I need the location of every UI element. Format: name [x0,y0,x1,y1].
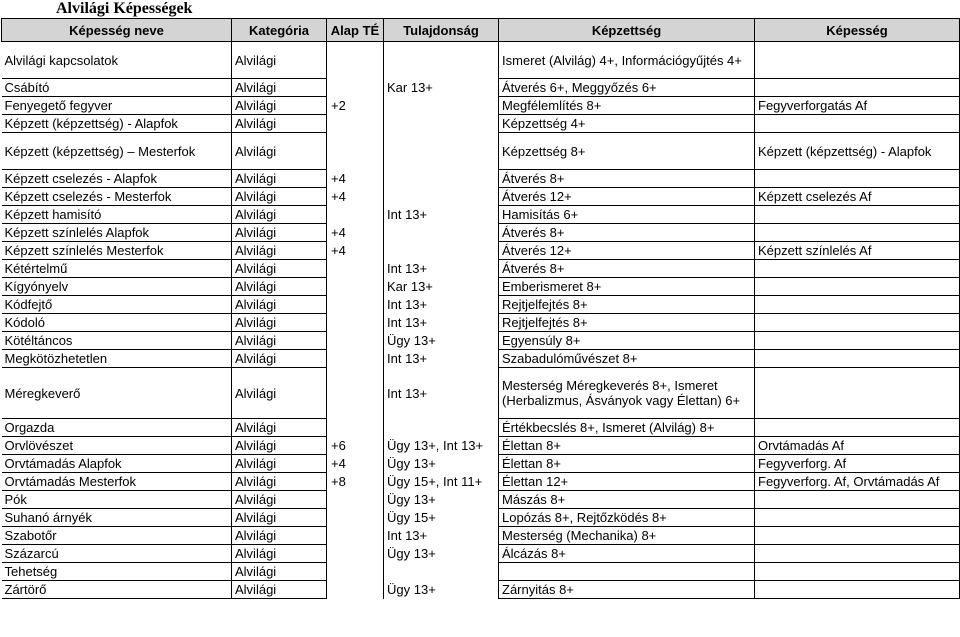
cell-attribute: Ügy 13+ [384,455,499,473]
cell-attribute: Int 13+ [384,260,499,278]
table-row [2,97,960,115]
cell-skill: Átverés 8+ [499,260,755,278]
cell-attribute: Int 13+ [384,368,499,419]
cell-attribute: Kar 13+ [384,278,499,296]
cell-category: Alvilági [232,563,327,581]
cell-category: Alvilági [232,545,327,563]
cell-category: Alvilági [232,79,327,97]
cell-skill: Rejtjelfejtés 8+ [499,296,755,314]
cell-attribute: Ügy 15+ [384,509,499,527]
cell-skill-name: Képzett cselezés - Mesterfok [2,188,232,206]
cell-skill-name: Százarcú [2,545,232,563]
cell-attribute [384,170,499,188]
cell-ability [755,563,960,581]
cell-ability [755,278,960,296]
cell-category: Alvilági [232,527,327,545]
cell-skill: Mesterség (Mechanika) 8+ [499,527,755,545]
cell-attribute: Ügy 15+, Int 11+ [384,473,499,491]
cell-skill: Álcázás 8+ [499,545,755,563]
cell-attribute: Ügy 13+ [384,545,499,563]
cell-category: Alvilági [232,368,327,419]
cell-base-te [327,133,384,170]
cell-skill-name: Kódfejtő [2,296,232,314]
cell-skill-name: Suhanó árnyék [2,509,232,527]
cell-base-te [327,260,384,278]
cell-category: Alvilági [232,170,327,188]
header-skill-name: Képesség neve [2,19,232,42]
cell-category: Alvilági [232,224,327,242]
cell-ability: Fegyverforg. Af [755,455,960,473]
cell-skill [499,563,755,581]
cell-ability: Fegyverforg. Af, Orvtámadás Af [755,473,960,491]
cell-skill: Zárnyitás 8+ [499,581,755,599]
header-skill: Képzettség [499,19,755,42]
cell-skill: Élettan 12+ [499,473,755,491]
table-row [2,188,960,206]
cell-ability [755,332,960,350]
table-row [2,115,960,133]
cell-category: Alvilági [232,206,327,224]
cell-base-te: +4 [327,170,384,188]
cell-skill: Mászás 8+ [499,491,755,509]
cell-attribute: Ügy 13+ [384,491,499,509]
cell-base-te: +2 [327,97,384,115]
cell-skill-name: Orvtámadás Mesterfok [2,473,232,491]
cell-skill-name: Képzett hamisító [2,206,232,224]
cell-attribute: Int 13+ [384,350,499,368]
table-row [2,455,960,473]
cell-skill-name: Képzett színlelés Alapfok [2,224,232,242]
cell-ability [755,206,960,224]
cell-ability [755,314,960,332]
cell-skill: Képzettség 4+ [499,115,755,133]
header-base-te: Alap TÉ [327,19,384,42]
cell-category: Alvilági [232,97,327,115]
cell-skill-name: Kétértelmű [2,260,232,278]
table-row [2,473,960,491]
cell-skill-name: Zártörő [2,581,232,599]
cell-ability [755,260,960,278]
cell-skill: Rejtjelfejtés 8+ [499,314,755,332]
table-row [2,581,960,599]
header-attribute: Tulajdonság [384,19,499,42]
cell-ability [755,581,960,599]
table-body [2,42,960,599]
cell-category: Alvilági [232,419,327,437]
cell-base-te: +6 [327,437,384,455]
cell-category: Alvilági [232,188,327,206]
cell-base-te [327,115,384,133]
table-row [2,260,960,278]
cell-skill: Ismeret (Alvilág) 4+, Információgyűjtés 4+ [499,42,755,79]
cell-skill: Megfélemlítés 8+ [499,97,755,115]
cell-attribute: Int 13+ [384,206,499,224]
table-row [2,278,960,296]
cell-ability [755,509,960,527]
cell-category: Alvilági [232,242,327,260]
cell-skill: Értékbecslés 8+, Ismeret (Alvilág) 8+ [499,419,755,437]
table-row [2,437,960,455]
cell-category: Alvilági [232,350,327,368]
table-row [2,79,960,97]
cell-skill-name: Pók [2,491,232,509]
header-category: Kategória [232,19,327,42]
cell-category: Alvilági [232,278,327,296]
cell-skill-name: Tehetség [2,563,232,581]
cell-attribute: Ügy 13+, Int 13+ [384,437,499,455]
cell-base-te [327,368,384,419]
cell-base-te: +4 [327,188,384,206]
cell-skill-name: Képzett színlelés Mesterfok [2,242,232,260]
cell-ability [755,527,960,545]
cell-category: Alvilági [232,332,327,350]
cell-base-te: +8 [327,473,384,491]
cell-ability [755,296,960,314]
table-row [2,509,960,527]
cell-attribute [384,224,499,242]
cell-skill: Átverés 12+ [499,188,755,206]
table-row [2,224,960,242]
table-row [2,419,960,437]
cell-skill: Mesterség Méregkeverés 8+, Ismeret (Herbalizmus, Ásványok vagy Élettan) 6+ [499,368,755,419]
header-row [2,19,960,42]
cell-ability [755,224,960,242]
cell-attribute [384,115,499,133]
cell-ability [755,545,960,563]
page-title: Alvilági Képességek [56,0,193,17]
cell-base-te: +4 [327,224,384,242]
cell-base-te [327,563,384,581]
cell-ability: Fegyverforgatás Af [755,97,960,115]
cell-base-te [327,314,384,332]
table-row [2,133,960,170]
cell-category: Alvilági [232,509,327,527]
cell-base-te [327,206,384,224]
table-row [2,545,960,563]
cell-base-te [327,491,384,509]
cell-skill-name: Kígyónyelv [2,278,232,296]
cell-skill: Átverés 8+ [499,170,755,188]
cell-skill-name: Orvlövészet [2,437,232,455]
cell-category: Alvilági [232,437,327,455]
cell-base-te [327,296,384,314]
table-row [2,368,960,419]
cell-skill: Lopózás 8+, Rejtőzködés 8+ [499,509,755,527]
table-row [2,296,960,314]
header-ability: Képesség [755,19,960,42]
cell-skill-name: Szabotőr [2,527,232,545]
table-row [2,527,960,545]
cell-skill-name: Alvilági kapcsolatok [2,42,232,79]
cell-skill: Szabadulóművészet 8+ [499,350,755,368]
cell-skill-name: Képzett (képzettség) – Mesterfok [2,133,232,170]
cell-category: Alvilági [232,115,327,133]
cell-base-te [327,527,384,545]
cell-attribute: Ügy 13+ [384,332,499,350]
cell-attribute [384,97,499,115]
cell-skill-name: Orvtámadás Alapfok [2,455,232,473]
cell-ability: Képzett színlelés Af [755,242,960,260]
cell-category: Alvilági [232,473,327,491]
cell-ability [755,42,960,79]
cell-attribute [384,242,499,260]
cell-skill: Képzettség 8+ [499,133,755,170]
cell-ability [755,115,960,133]
cell-category: Alvilági [232,581,327,599]
cell-attribute: Int 13+ [384,296,499,314]
cell-skill: Átverés 12+ [499,242,755,260]
cell-attribute [384,419,499,437]
cell-skill-name: Kötéltáncos [2,332,232,350]
cell-skill-name: Megkötözhetetlen [2,350,232,368]
cell-base-te [327,278,384,296]
cell-ability: Képzett (képzettség) - Alapfok [755,133,960,170]
cell-base-te [327,42,384,79]
cell-ability [755,350,960,368]
cell-skill-name: Orgazda [2,419,232,437]
cell-skill: Emberismeret 8+ [499,278,755,296]
table-row [2,332,960,350]
cell-attribute [384,563,499,581]
cell-skill-name: Kódoló [2,314,232,332]
cell-category: Alvilági [232,133,327,170]
table-row [2,491,960,509]
cell-base-te: +4 [327,455,384,473]
cell-skill: Átverés 8+ [499,224,755,242]
cell-skill: Egyensúly 8+ [499,332,755,350]
cell-ability: Képzett cselezés Af [755,188,960,206]
cell-ability [755,491,960,509]
cell-skill-name: Méregkeverő [2,368,232,419]
table-row [2,563,960,581]
cell-skill-name: Képzett (képzettség) - Alapfok [2,115,232,133]
cell-ability: Orvtámadás Af [755,437,960,455]
cell-ability [755,170,960,188]
cell-skill: Élettan 8+ [499,437,755,455]
cell-attribute [384,188,499,206]
cell-ability [755,368,960,419]
cell-attribute [384,42,499,79]
cell-category: Alvilági [232,260,327,278]
skills-table [1,18,960,599]
cell-skill: Hamisítás 6+ [499,206,755,224]
cell-base-te [327,79,384,97]
table-row [2,42,960,79]
cell-base-te [327,545,384,563]
cell-base-te [327,350,384,368]
cell-ability [755,419,960,437]
cell-base-te [327,332,384,350]
cell-base-te [327,419,384,437]
cell-skill: Élettan 8+ [499,455,755,473]
cell-skill: Átverés 6+, Meggyőzés 6+ [499,79,755,97]
cell-attribute: Int 13+ [384,527,499,545]
table-row [2,170,960,188]
cell-category: Alvilági [232,314,327,332]
table-row [2,206,960,224]
cell-category: Alvilági [232,455,327,473]
cell-skill-name: Képzett cselezés - Alapfok [2,170,232,188]
cell-attribute: Int 13+ [384,314,499,332]
cell-category: Alvilági [232,491,327,509]
cell-skill-name: Fenyegető fegyver [2,97,232,115]
cell-base-te: +4 [327,242,384,260]
cell-category: Alvilági [232,296,327,314]
cell-skill-name: Csábító [2,79,232,97]
table-row [2,350,960,368]
cell-attribute: Kar 13+ [384,79,499,97]
cell-base-te [327,581,384,599]
cell-attribute: Ügy 13+ [384,581,499,599]
table-row [2,314,960,332]
cell-category: Alvilági [232,42,327,79]
table-row [2,242,960,260]
cell-attribute [384,133,499,170]
cell-base-te [327,509,384,527]
cell-ability [755,79,960,97]
